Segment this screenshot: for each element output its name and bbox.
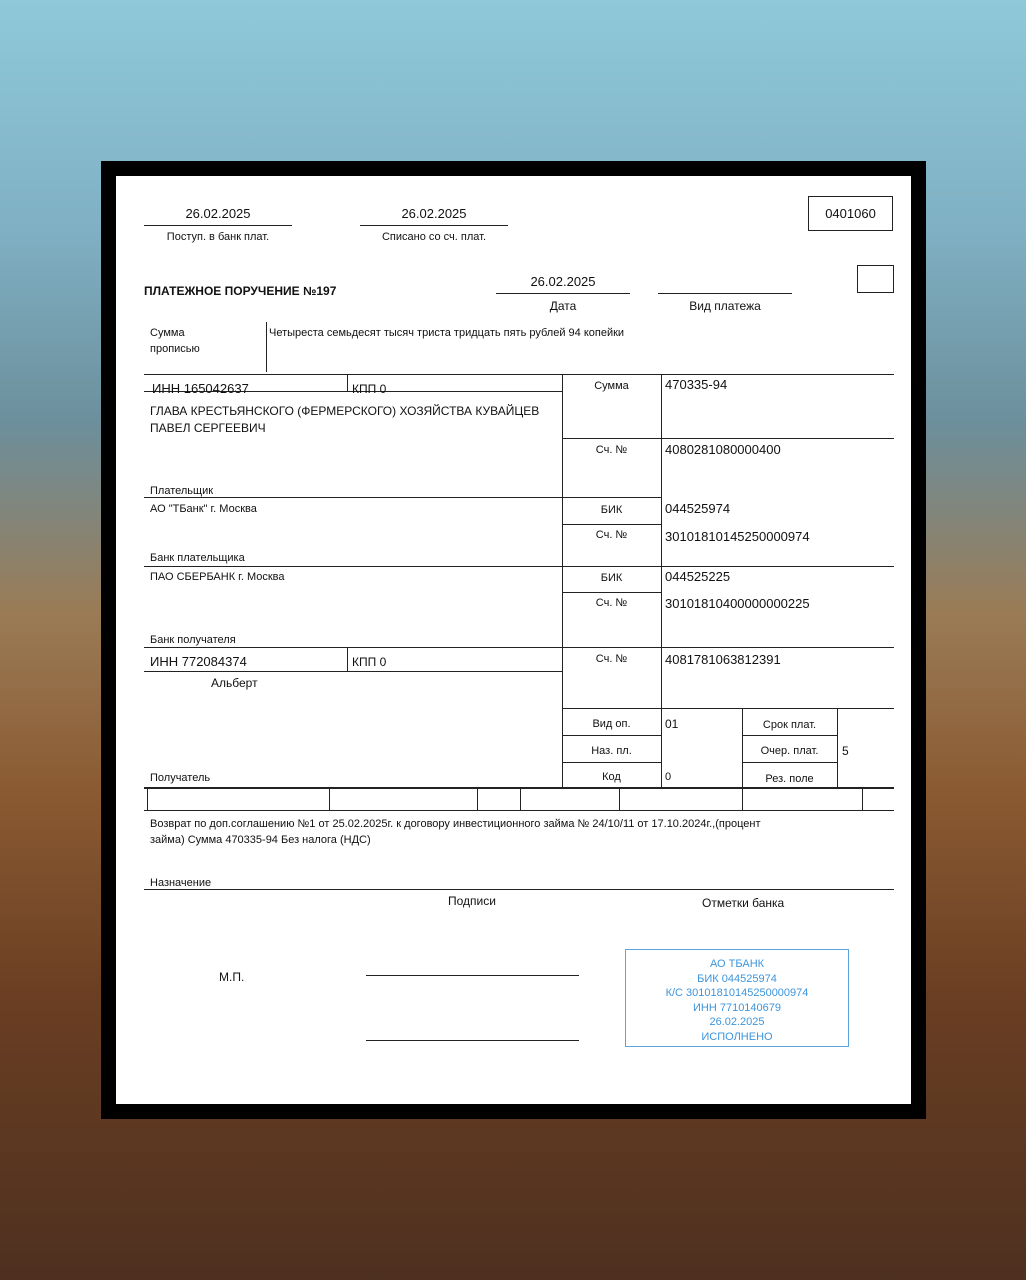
payer-account-label: Сч. № xyxy=(595,444,628,456)
divider xyxy=(144,647,894,648)
divider xyxy=(144,225,292,226)
divider xyxy=(266,322,267,372)
payee-bank-account: 30101810400000000225 xyxy=(665,596,810,611)
divider xyxy=(360,225,508,226)
order-date-label: Дата xyxy=(549,299,577,313)
divider xyxy=(562,524,661,525)
divider xyxy=(144,787,894,789)
divider xyxy=(144,810,894,811)
divider xyxy=(496,293,630,294)
divider xyxy=(347,647,348,671)
divider xyxy=(144,889,894,890)
date-debited: 26.02.2025 xyxy=(401,206,467,221)
op-type: 01 xyxy=(665,717,679,731)
priority-value: 5 xyxy=(842,744,849,758)
divider xyxy=(562,438,894,439)
payer-bank-account-label: Сч. № xyxy=(595,529,628,541)
form-code: 0401060 xyxy=(825,206,876,221)
signatures-label: Подписи xyxy=(448,894,496,908)
divider xyxy=(144,497,661,498)
order-date: 26.02.2025 xyxy=(530,274,596,289)
sum-label: Сумма xyxy=(594,380,629,392)
stamp-line: 26.02.2025 xyxy=(709,1016,765,1029)
divider xyxy=(147,787,148,810)
payee-account: 4081781063812391 xyxy=(665,652,781,667)
due-label: Срок плат. xyxy=(762,719,817,731)
payee-bank-label: Банк получателя xyxy=(150,634,236,646)
order-title: ПЛАТЕЖНОЕ ПОРУЧЕНИЕ №197 xyxy=(144,284,337,298)
divider xyxy=(837,708,838,788)
form-code-box xyxy=(808,196,893,231)
divider xyxy=(329,787,330,810)
divider xyxy=(562,708,894,709)
payee-account-label: Сч. № xyxy=(595,653,628,665)
divider xyxy=(742,735,838,736)
bank-marks-label: Отметки банка xyxy=(702,896,785,910)
payer-label: Плательщик xyxy=(150,485,214,497)
divider xyxy=(562,592,661,593)
payment-type-label: Вид платежа xyxy=(689,299,761,313)
stamp-line: К/С 30101810145250000974 xyxy=(665,987,809,1000)
code-value: 0 xyxy=(665,771,672,783)
status-box xyxy=(857,265,894,293)
amount-words-label-2: прописью xyxy=(150,343,200,355)
divider xyxy=(347,374,348,392)
payer-account: 4080281080000400 xyxy=(665,442,781,457)
amount-words-label: Сумма xyxy=(150,327,185,339)
payee-bank-account-label: Сч. № xyxy=(595,597,628,609)
date-received-label: Поступ. в банк плат. xyxy=(166,231,270,243)
stamp-place-label: М.П. xyxy=(219,970,245,984)
code-label: Код xyxy=(602,771,621,783)
purpose-label: Назначение xyxy=(150,877,212,889)
divider xyxy=(742,762,838,763)
payer-bank-account: 30101810145250000974 xyxy=(665,529,810,544)
divider xyxy=(562,762,661,763)
divider xyxy=(144,374,894,375)
payer-bik-label: БИК xyxy=(600,504,623,516)
payee-inn: ИНН 772084374 xyxy=(150,654,247,669)
purpose-text: Возврат по доп.соглашению №1 от 25.02.2025г. к договору инвестиционного займа № 24/10/11 от 17.10.2024г.,(процент xyxy=(150,818,761,830)
bank-stamp xyxy=(625,949,849,1047)
stamp-line: ИНН 7710140679 xyxy=(692,1001,782,1014)
divider xyxy=(619,787,620,810)
date-received: 26.02.2025 xyxy=(185,206,251,221)
amount-words-text: Четыреста семьдесят тысяч триста тридцать пять рублей 94 копейки xyxy=(269,327,625,339)
payer-bik: 044525974 xyxy=(665,501,731,516)
signature-line xyxy=(366,1040,579,1041)
purpose-code-label: Наз. пл. xyxy=(591,745,632,757)
payer-inn: ИНН 165042637 xyxy=(152,381,249,396)
divider xyxy=(661,374,662,788)
divider xyxy=(658,293,792,294)
op-type-label: Вид оп. xyxy=(592,718,631,730)
payee-kpp: КПП 0 xyxy=(352,655,387,669)
stamp-line: ИСПОЛНЕНО xyxy=(701,1030,773,1043)
payee-bank-name: ПАО СБЕРБАНК г. Москва xyxy=(150,571,285,583)
divider xyxy=(477,787,478,810)
payee-bik-label: БИК xyxy=(600,572,623,584)
divider xyxy=(742,787,743,810)
payer-bank-name: АО "ТБанк" г. Москва xyxy=(150,503,257,515)
payer-bank-label: Банк плательщика xyxy=(150,552,245,564)
payment-order-document xyxy=(116,176,911,1104)
payer-name: ГЛАВА КРЕСТЬЯНСКОГО (ФЕРМЕРСКОГО) ХОЗЯЙСТВА КУВАЙЦЕВ xyxy=(150,404,540,418)
payee-label: Получатель xyxy=(150,772,211,784)
stamp-line: АО ТБАНК xyxy=(709,958,765,970)
reserve-label: Рез. поле xyxy=(765,773,814,785)
payee-name: Альберт xyxy=(211,676,258,690)
divider xyxy=(562,735,661,736)
divider xyxy=(144,671,562,672)
purpose-text-2: займа) Сумма 470335-94 Без налога (НДС) xyxy=(150,834,371,846)
payee-bik: 044525225 xyxy=(665,569,731,584)
divider xyxy=(862,787,863,810)
divider xyxy=(144,566,894,567)
payer-kpp: КПП 0 xyxy=(352,382,387,396)
payer-name-2: ПАВЕЛ СЕРГЕЕВИЧ xyxy=(150,421,266,435)
priority-label: Очер. плат. xyxy=(760,745,819,757)
signature-line xyxy=(366,975,579,976)
stamp-line: БИК 044525974 xyxy=(697,972,777,985)
divider xyxy=(520,787,521,810)
payment-sum: 470335-94 xyxy=(665,377,728,392)
date-debited-label: Списано со сч. плат. xyxy=(381,231,487,243)
